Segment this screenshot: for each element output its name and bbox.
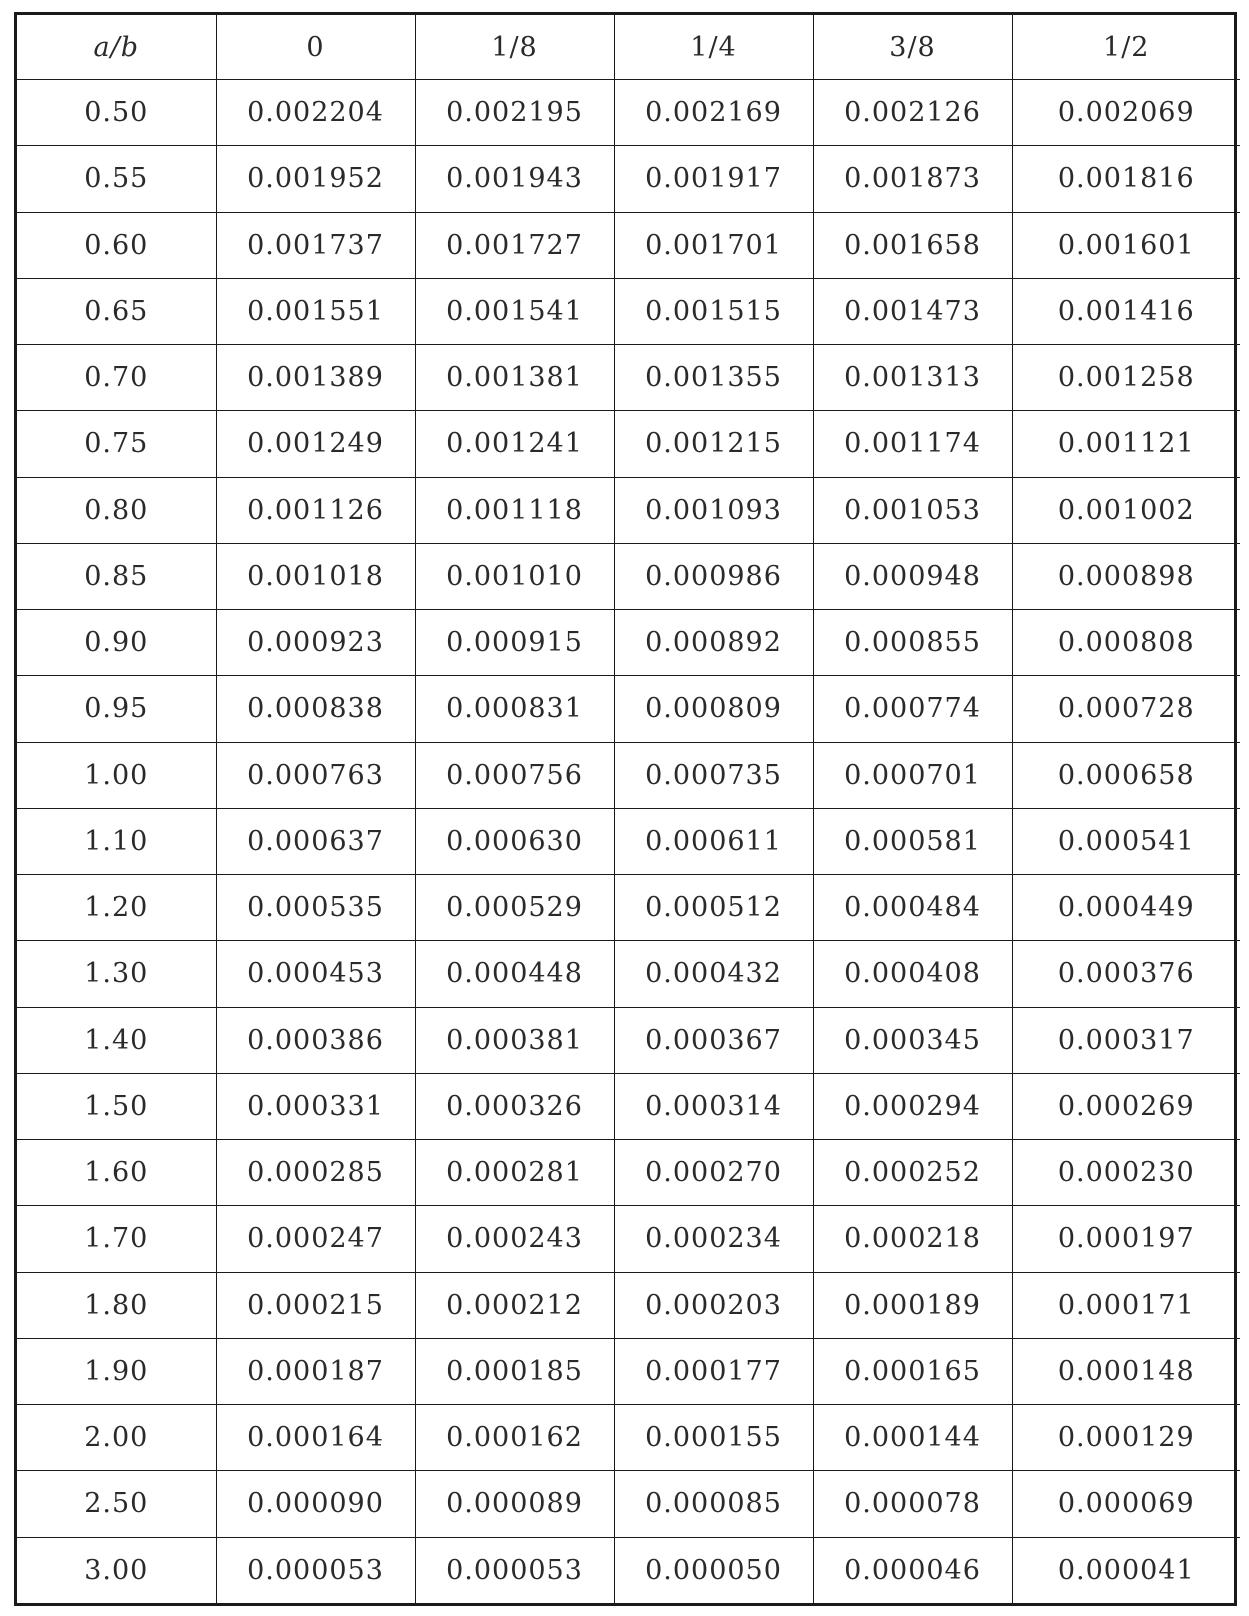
table-row — [17, 1140, 1240, 1206]
value-cell: 0.001258 — [1012, 345, 1240, 411]
value-cell: 0.000367 — [614, 1007, 813, 1073]
row-ratio-cell: 1.00 — [17, 742, 216, 808]
value-cell: 0.000281 — [415, 1140, 614, 1206]
value-cell: 0.000763 — [216, 742, 415, 808]
value-cell: 0.000285 — [216, 1140, 415, 1206]
table-row — [17, 345, 1240, 411]
row-ratio-cell: 1.40 — [17, 1007, 216, 1073]
row-ratio-cell: 1.90 — [17, 1338, 216, 1404]
row-ratio-cell: 0.55 — [17, 146, 216, 212]
row-ratio-cell: 1.10 — [17, 808, 216, 874]
value-cell: 0.000808 — [1012, 610, 1240, 676]
row-ratio-cell: 1.50 — [17, 1073, 216, 1139]
value-cell: 0.001601 — [1012, 212, 1240, 278]
value-cell: 0.000529 — [415, 875, 614, 941]
value-cell: 0.000187 — [216, 1338, 415, 1404]
value-cell: 0.000177 — [614, 1338, 813, 1404]
table-row — [17, 676, 1240, 742]
table-row — [17, 1007, 1240, 1073]
value-cell: 0.001873 — [813, 146, 1012, 212]
header-column: 1/2 — [1012, 15, 1240, 80]
value-cell: 0.000512 — [614, 875, 813, 941]
value-cell: 0.001943 — [415, 146, 614, 212]
row-ratio-cell: 2.00 — [17, 1405, 216, 1471]
header-column: 0 — [216, 15, 415, 80]
row-ratio-cell: 0.70 — [17, 345, 216, 411]
value-cell: 0.000448 — [415, 941, 614, 1007]
row-ratio-cell: 0.75 — [17, 411, 216, 477]
value-cell: 0.000162 — [415, 1405, 614, 1471]
value-cell: 0.000630 — [415, 808, 614, 874]
value-cell: 0.000069 — [1012, 1471, 1240, 1537]
value-cell: 0.001816 — [1012, 146, 1240, 212]
value-cell: 0.000331 — [216, 1073, 415, 1139]
table-row — [17, 808, 1240, 874]
row-ratio-cell: 1.80 — [17, 1272, 216, 1338]
value-cell: 0.001002 — [1012, 477, 1240, 543]
row-ratio-cell: 1.20 — [17, 875, 216, 941]
table-row — [17, 610, 1240, 676]
value-cell: 0.000314 — [614, 1073, 813, 1139]
table-row — [17, 477, 1240, 543]
table-row — [17, 941, 1240, 1007]
table-row — [17, 1338, 1240, 1404]
value-cell: 0.000581 — [813, 808, 1012, 874]
value-cell: 0.000189 — [813, 1272, 1012, 1338]
value-cell: 0.000386 — [216, 1007, 415, 1073]
table-row — [17, 1537, 1240, 1603]
table-row — [17, 80, 1240, 146]
value-cell: 0.000326 — [415, 1073, 614, 1139]
table-row — [17, 875, 1240, 941]
value-cell: 0.000046 — [813, 1537, 1012, 1603]
value-cell: 0.000050 — [614, 1537, 813, 1603]
value-cell: 0.000831 — [415, 676, 614, 742]
value-cell: 0.000165 — [813, 1338, 1012, 1404]
value-cell: 0.000408 — [813, 941, 1012, 1007]
value-cell: 0.000484 — [813, 875, 1012, 941]
value-cell: 0.001416 — [1012, 278, 1240, 344]
value-cell: 0.000230 — [1012, 1140, 1240, 1206]
value-cell: 0.000453 — [216, 941, 415, 1007]
value-cell: 0.001389 — [216, 345, 415, 411]
value-cell: 0.000915 — [415, 610, 614, 676]
value-cell: 0.000203 — [614, 1272, 813, 1338]
value-cell: 0.000171 — [1012, 1272, 1240, 1338]
table-body — [17, 80, 1240, 1604]
value-cell: 0.001355 — [614, 345, 813, 411]
value-cell: 0.002204 — [216, 80, 415, 146]
value-cell: 0.002169 — [614, 80, 813, 146]
value-cell: 0.000243 — [415, 1206, 614, 1272]
value-cell: 0.000728 — [1012, 676, 1240, 742]
value-cell: 0.000774 — [813, 676, 1012, 742]
value-cell: 0.000381 — [415, 1007, 614, 1073]
value-cell: 0.000148 — [1012, 1338, 1240, 1404]
value-cell: 0.001174 — [813, 411, 1012, 477]
value-cell: 0.000155 — [614, 1405, 813, 1471]
value-cell: 0.001917 — [614, 146, 813, 212]
value-cell: 0.001727 — [415, 212, 614, 278]
value-cell: 0.001701 — [614, 212, 813, 278]
value-cell: 0.001249 — [216, 411, 415, 477]
row-ratio-cell: 1.60 — [17, 1140, 216, 1206]
table-row — [17, 742, 1240, 808]
table-row — [17, 278, 1240, 344]
table-row — [17, 212, 1240, 278]
value-cell: 0.000234 — [614, 1206, 813, 1272]
header-ratio-a-b: a/b — [17, 15, 216, 80]
value-cell: 0.001215 — [614, 411, 813, 477]
value-cell: 0.001118 — [415, 477, 614, 543]
value-cell: 0.000855 — [813, 610, 1012, 676]
value-cell: 0.001010 — [415, 543, 614, 609]
value-cell: 0.000212 — [415, 1272, 614, 1338]
value-cell: 0.000701 — [813, 742, 1012, 808]
value-cell: 0.000218 — [813, 1206, 1012, 1272]
value-cell: 0.000317 — [1012, 1007, 1240, 1073]
value-cell: 0.001053 — [813, 477, 1012, 543]
value-cell: 0.002195 — [415, 80, 614, 146]
value-cell: 0.000129 — [1012, 1405, 1240, 1471]
value-cell: 0.000185 — [415, 1338, 614, 1404]
table-row — [17, 1073, 1240, 1139]
row-ratio-cell: 0.50 — [17, 80, 216, 146]
value-cell: 0.000809 — [614, 676, 813, 742]
value-cell: 0.000986 — [614, 543, 813, 609]
value-cell: 0.000541 — [1012, 808, 1240, 874]
value-cell: 0.001551 — [216, 278, 415, 344]
value-cell: 0.000247 — [216, 1206, 415, 1272]
table-row — [17, 146, 1240, 212]
row-ratio-cell: 1.70 — [17, 1206, 216, 1272]
header-column: 1/8 — [415, 15, 614, 80]
value-cell: 0.000658 — [1012, 742, 1240, 808]
value-cell: 0.000144 — [813, 1405, 1012, 1471]
value-cell: 0.000089 — [415, 1471, 614, 1537]
value-cell: 0.001952 — [216, 146, 415, 212]
value-cell: 0.001126 — [216, 477, 415, 543]
value-cell: 0.000078 — [813, 1471, 1012, 1537]
table-row — [17, 1405, 1240, 1471]
table-row — [17, 1471, 1240, 1537]
value-cell: 0.000164 — [216, 1405, 415, 1471]
row-ratio-cell: 0.85 — [17, 543, 216, 609]
value-cell: 0.001313 — [813, 345, 1012, 411]
value-cell: 0.000892 — [614, 610, 813, 676]
value-cell: 0.000637 — [216, 808, 415, 874]
value-cell: 0.000090 — [216, 1471, 415, 1537]
header-row — [17, 15, 1240, 80]
value-cell: 0.001241 — [415, 411, 614, 477]
value-cell: 0.001473 — [813, 278, 1012, 344]
header-column: 3/8 — [813, 15, 1012, 80]
value-cell: 0.001381 — [415, 345, 614, 411]
value-cell: 0.000085 — [614, 1471, 813, 1537]
value-cell: 0.002126 — [813, 80, 1012, 146]
row-ratio-cell: 0.95 — [17, 676, 216, 742]
value-cell: 0.000735 — [614, 742, 813, 808]
value-cell: 0.000053 — [216, 1537, 415, 1603]
value-cell: 0.000611 — [614, 808, 813, 874]
row-ratio-cell: 0.60 — [17, 212, 216, 278]
value-cell: 0.000923 — [216, 610, 415, 676]
value-cell: 0.000270 — [614, 1140, 813, 1206]
value-cell: 0.001515 — [614, 278, 813, 344]
row-ratio-cell: 0.80 — [17, 477, 216, 543]
row-ratio-cell: 2.50 — [17, 1471, 216, 1537]
value-cell: 0.000215 — [216, 1272, 415, 1338]
value-cell: 0.001093 — [614, 477, 813, 543]
value-cell: 0.001658 — [813, 212, 1012, 278]
value-cell: 0.000756 — [415, 742, 614, 808]
value-cell: 0.000948 — [813, 543, 1012, 609]
row-ratio-cell: 0.65 — [17, 278, 216, 344]
value-cell: 0.000449 — [1012, 875, 1240, 941]
row-ratio-cell: 1.30 — [17, 941, 216, 1007]
value-cell: 0.001737 — [216, 212, 415, 278]
value-cell: 0.000197 — [1012, 1206, 1240, 1272]
value-cell: 0.000053 — [415, 1537, 614, 1603]
value-cell: 0.001541 — [415, 278, 614, 344]
table-row — [17, 411, 1240, 477]
row-ratio-cell: 0.90 — [17, 610, 216, 676]
coefficient-table — [17, 15, 1240, 1603]
value-cell: 0.000269 — [1012, 1073, 1240, 1139]
header-column: 1/4 — [614, 15, 813, 80]
value-cell: 0.002069 — [1012, 80, 1240, 146]
row-ratio-cell: 3.00 — [17, 1537, 216, 1603]
value-cell: 0.000252 — [813, 1140, 1012, 1206]
value-cell: 0.000535 — [216, 875, 415, 941]
value-cell: 0.001018 — [216, 543, 415, 609]
table-row — [17, 1206, 1240, 1272]
table-row — [17, 543, 1240, 609]
value-cell: 0.000898 — [1012, 543, 1240, 609]
value-cell: 0.000345 — [813, 1007, 1012, 1073]
value-cell: 0.000838 — [216, 676, 415, 742]
coefficient-table-frame — [14, 12, 1237, 1606]
value-cell: 0.000041 — [1012, 1537, 1240, 1603]
table-row — [17, 1272, 1240, 1338]
value-cell: 0.000376 — [1012, 941, 1240, 1007]
value-cell: 0.000294 — [813, 1073, 1012, 1139]
value-cell: 0.001121 — [1012, 411, 1240, 477]
value-cell: 0.000432 — [614, 941, 813, 1007]
